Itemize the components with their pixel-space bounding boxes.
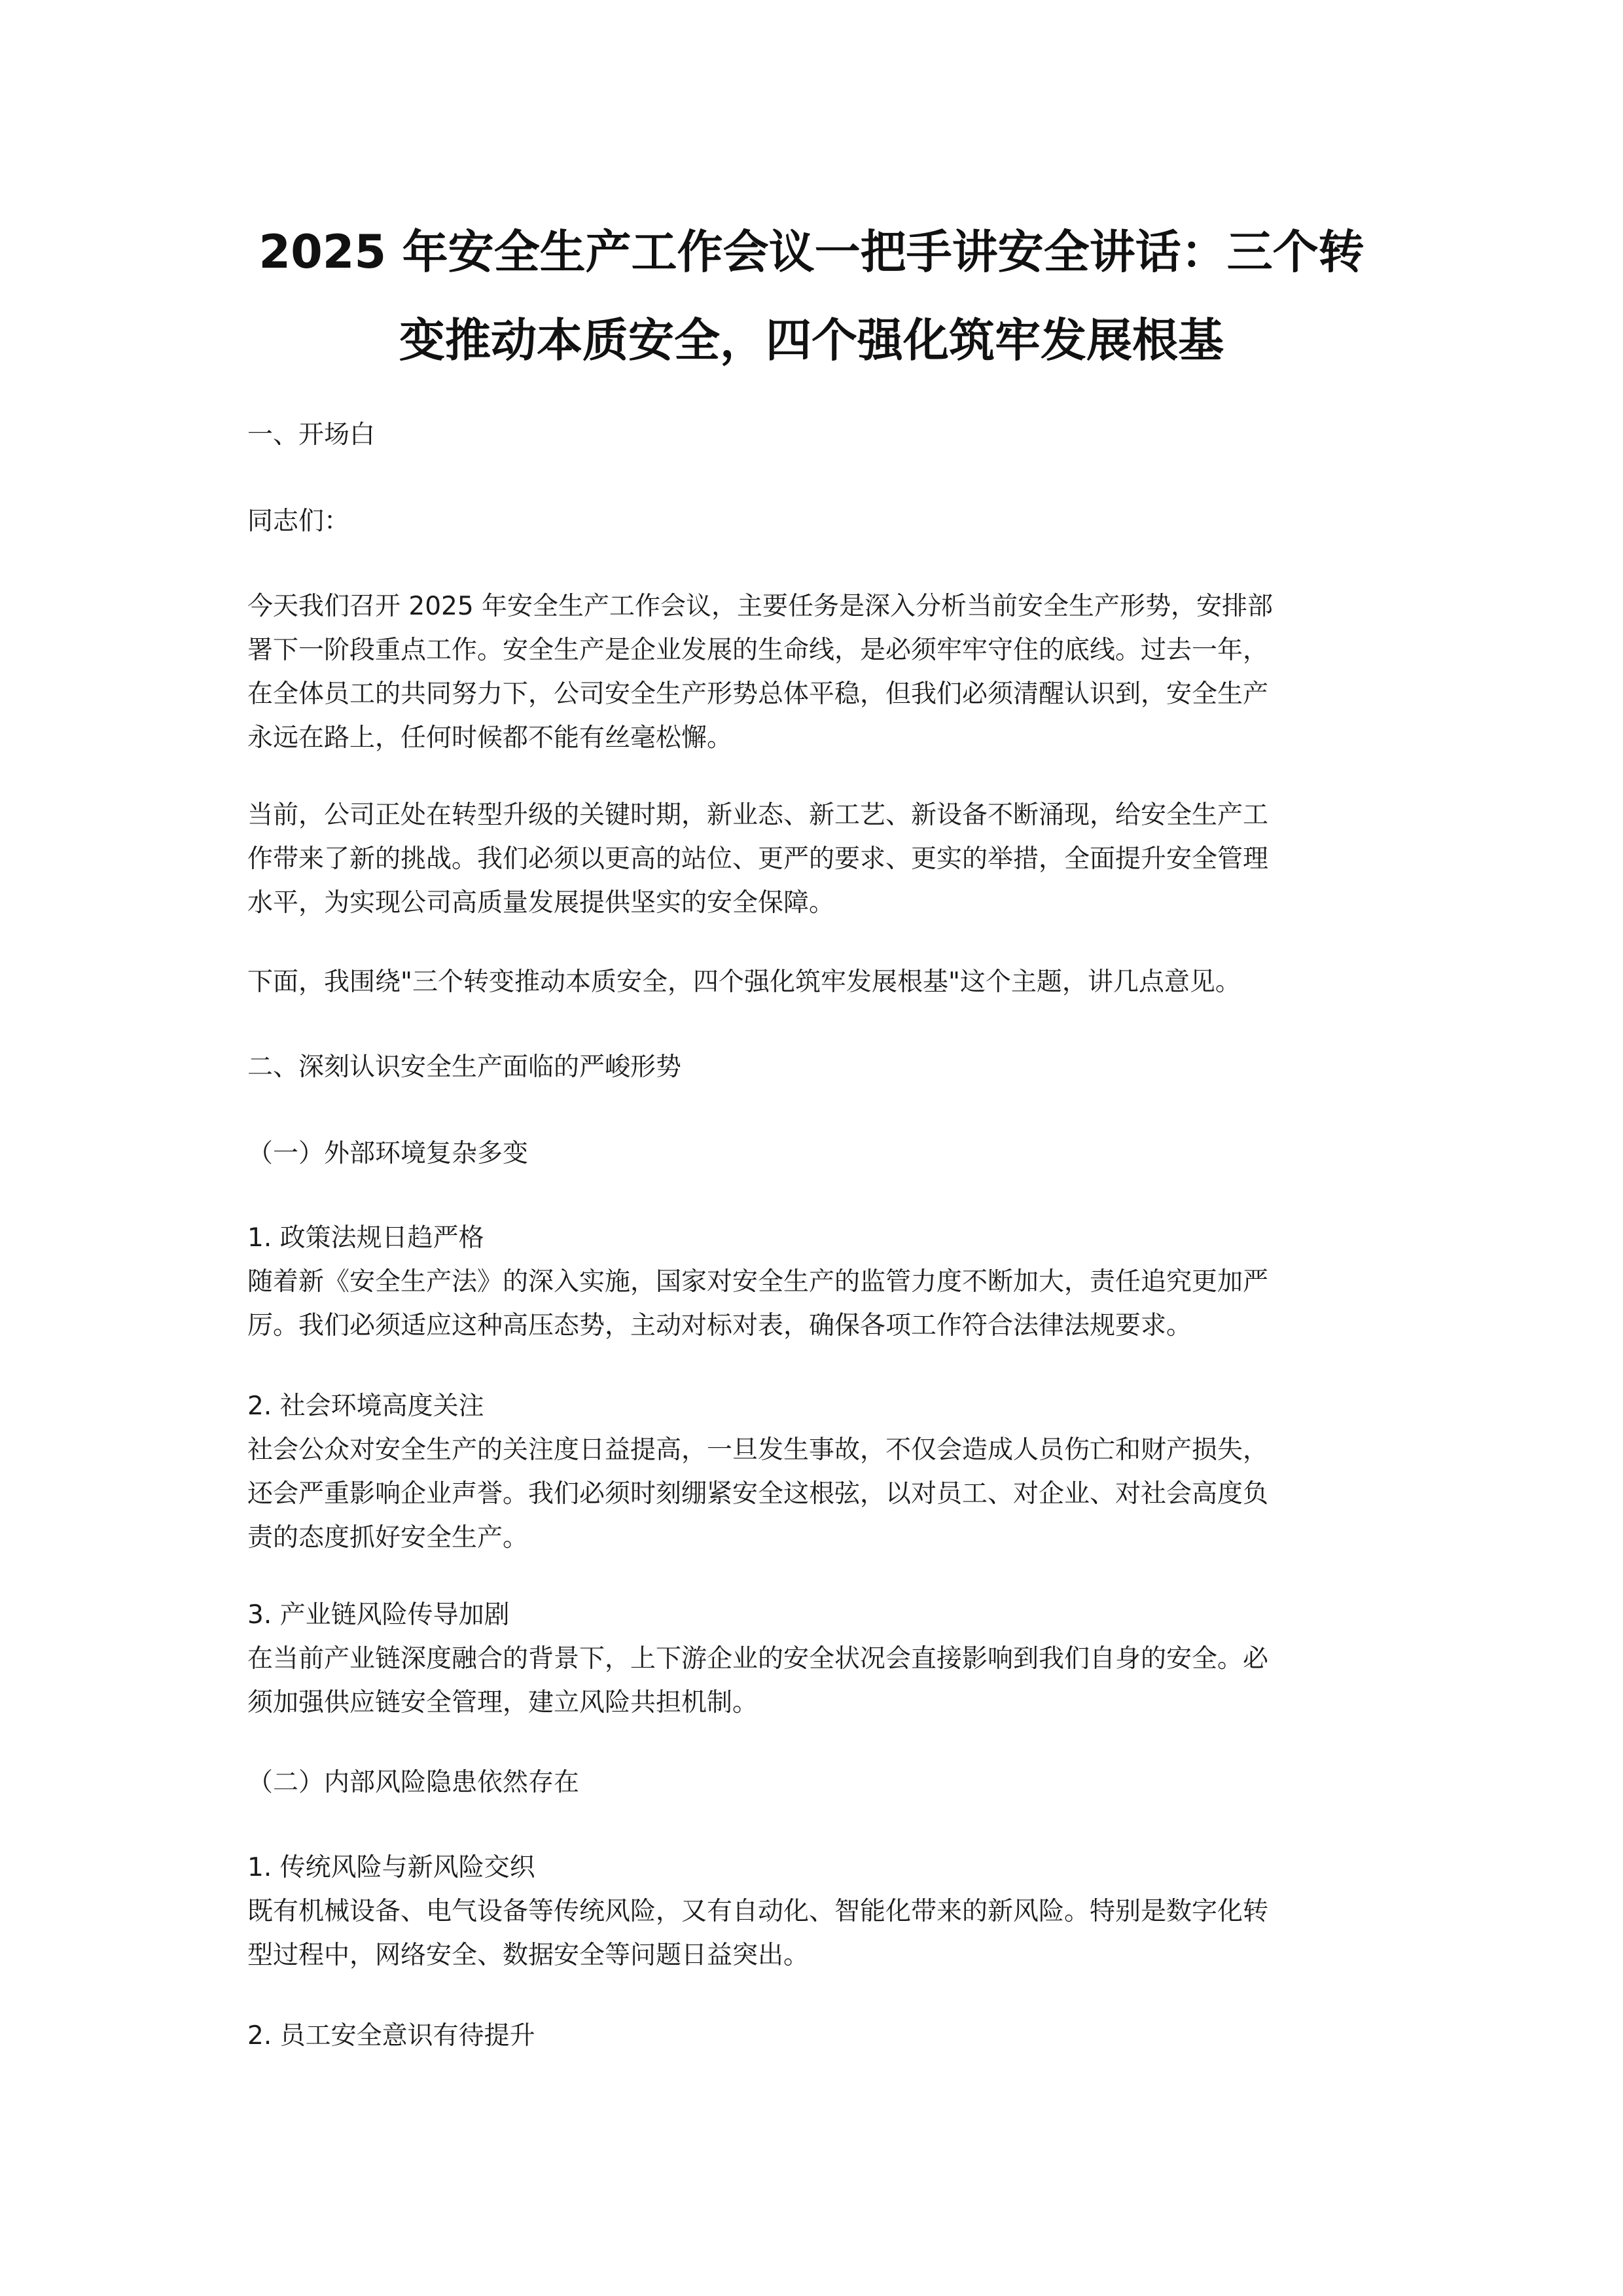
- text-line: 社会公众对安全生产的关注度日益提高，一旦发生事故，不仅会造成人员伤亡和财产损失，: [247, 1435, 1269, 1465]
- paragraph: [247, 793, 1393, 925]
- text-line: （一）外部环境复杂多变: [247, 1139, 529, 1168]
- numbered-item: [247, 1846, 1393, 1977]
- salutation: [247, 499, 1393, 543]
- text-line: 一、开场白: [247, 420, 376, 450]
- text-line: 下面，我围绕"三个转变推动本质安全，四个强化筑牢发展根基"这个主题，讲几点意见。: [247, 967, 1241, 997]
- item-heading: 3. 产业链风险传导加剧: [247, 1600, 510, 1630]
- subsection-heading: [247, 1132, 1393, 1175]
- section-heading: [247, 413, 1393, 457]
- text-line: 永远在路上，任何时候都不能有丝毫松懈。: [247, 723, 733, 753]
- text-line: 今天我们召开 2025 年安全生产工作会议，主要任务是深入分析当前安全生产形势，安排部: [247, 592, 1274, 621]
- text-line: 作带来了新的挑战。我们必须以更高的站位、更严的要求、更实的举措，全面提升安全管理: [247, 844, 1269, 874]
- numbered-item: [247, 1216, 1393, 1348]
- item-heading: 2. 社会环境高度关注: [247, 1391, 484, 1421]
- paragraph: [247, 584, 1393, 760]
- section-heading: [247, 1045, 1393, 1089]
- text-line: 责的态度抓好安全生产。: [247, 1523, 529, 1552]
- text-line: 同志们：: [247, 507, 350, 536]
- text-line: 在当前产业链深度融合的背景下，上下游企业的安全状况会直接影响到我们自身的安全。必: [247, 1644, 1269, 1674]
- text-line: 二、深刻认识安全生产面临的严峻形势: [247, 1052, 682, 1082]
- text-line: 须加强供应链安全管理，建立风险共担机制。: [247, 1688, 758, 1717]
- text-line: 型过程中，网络安全、数据安全等问题日益突出。: [247, 1941, 810, 1970]
- numbered-item: [247, 2014, 1393, 2058]
- text-line: 还会严重影响企业声誉。我们必须时刻绷紧安全这根弦，以对员工、对企业、对社会高度负: [247, 1479, 1269, 1509]
- title-line: 2025 年安全生产工作会议一把手讲安全讲话：三个转: [259, 225, 1364, 279]
- text-line: 署下一阶段重点工作。安全生产是企业发展的生命线，是必须牢牢守住的底线。过去一年，: [247, 636, 1269, 665]
- document-title: [242, 208, 1381, 385]
- text-line: （二）内部风险隐患依然存在: [247, 1768, 580, 1797]
- text-line: 随着新《安全生产法》的深入实施，国家对安全生产的监管力度不断加大，责任追究更加严: [247, 1267, 1269, 1297]
- title-line: 变推动本质安全，四个强化筑牢发展根基: [399, 314, 1224, 367]
- text-line: 水平，为实现公司高质量发展提供坚实的安全保障。: [247, 888, 835, 918]
- item-heading: 1. 传统风险与新风险交织: [247, 1853, 535, 1882]
- text-line: 在全体员工的共同努力下，公司安全生产形势总体平稳，但我们必须清醒认识到，安全生产: [247, 679, 1269, 709]
- item-heading: 2. 员工安全意识有待提升: [247, 2021, 535, 2051]
- paragraph: [247, 960, 1393, 1004]
- numbered-item: [247, 1384, 1393, 1560]
- text-line: 既有机械设备、电气设备等传统风险，又有自动化、智能化带来的新风险。特别是数字化转: [247, 1897, 1269, 1926]
- item-heading: 1. 政策法规日趋严格: [247, 1223, 484, 1253]
- text-line: 当前，公司正处在转型升级的关键时期，新业态、新工艺、新设备不断涌现，给安全生产工: [247, 800, 1269, 830]
- numbered-item: [247, 1593, 1393, 1725]
- subsection-heading: [247, 1761, 1393, 1804]
- text-line: 厉。我们必须适应这种高压态势，主动对标对表，确保各项工作符合法律法规要求。: [247, 1311, 1192, 1340]
